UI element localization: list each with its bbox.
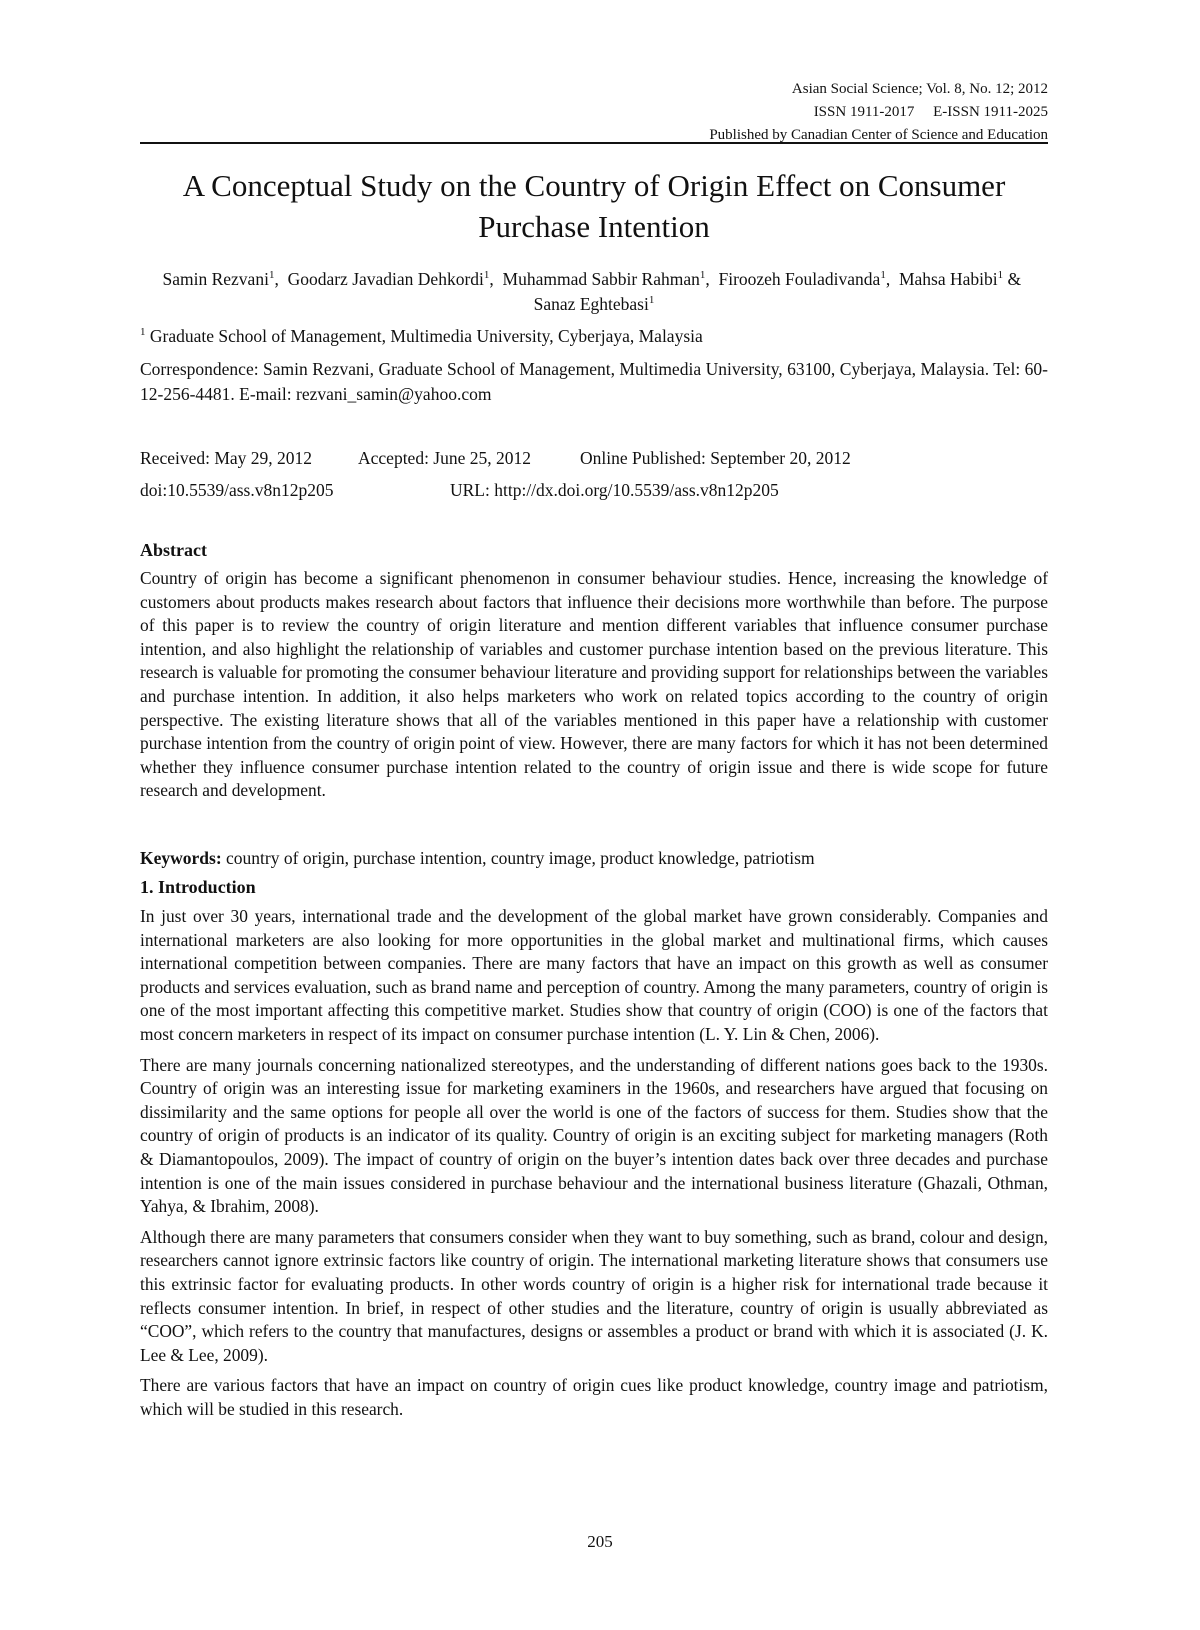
abstract-heading: Abstract: [140, 540, 207, 560]
doi-line: [140, 478, 1048, 503]
abstract-text: Country of origin has become a significant phenomenon in consumer behaviour studies. Hence, increasing the knowledge of customers about products makes research about factors that influence their decisions more worthwhile than before. The purpose of this paper is to review the country of origin literature and mention different variables that influence consumer purchase intention, and also highlight the relationship of variables and customer purchase intention based on the previous literature. This research is valuable for promoting the consumer behaviour literature and providing support for relationships between the variables and purchase intention. In addition, it also helps marketers who work on related topics according to the country of origin perspective. The existing literature shows that all of the variables mentioned in this paper have a relationship with customer purchase intention from the country of origin point of view. However, there are many factors for which it has not been determined whether they influence consumer purchase intention related to the country of origin issue and there is wide scope for future research and development.: [140, 568, 1048, 801]
journal-line: Asian Social Science; Vol. 8, No. 12; 2012: [791, 81, 1048, 97]
author-name: Sanaz Eghtebasi: [533, 294, 649, 314]
introduction-paragraph: There are various factors that have an impact on country of origin cues like product knowledge, country image and patriotism, which will be studied in this research.: [140, 1375, 1048, 1419]
header-rule: [140, 142, 1048, 144]
author-affiliation-marker: 1: [268, 269, 275, 281]
publication-dates: [140, 446, 1048, 471]
introduction-heading: 1. Introduction: [140, 877, 256, 897]
author-affiliation-marker: 1: [997, 269, 1004, 281]
author-separator: ,: [705, 269, 715, 289]
author-name: Samin Rezvani: [162, 269, 269, 289]
affiliation-marker: 1: [140, 326, 146, 338]
introduction-body: [140, 905, 1048, 1428]
author-name: Muhammad Sabbir Rahman: [502, 269, 700, 289]
author-affiliation-marker: 1: [483, 269, 490, 281]
paper-title: A Conceptual Study on the Country of Origin Effect on Consumer Purchase Intention: [182, 168, 1006, 244]
issn-line: ISSN 1911-2017 E-ISSN 1911-2025: [813, 104, 1048, 120]
author-name: Firoozeh Fouladivanda: [718, 269, 881, 289]
author-separator: &: [1003, 269, 1026, 289]
author-name: Goodarz Javadian Dehkordi: [287, 269, 484, 289]
journal-masthead: [140, 78, 1048, 147]
doi-url-link[interactable]: URL: http://dx.doi.org/10.5539/ass.v8n12p205: [450, 480, 779, 500]
author-name: Mahsa Habibi: [898, 269, 998, 289]
correspondence: Correspondence: Samin Rezvani, Graduate School of Management, Multimedia University, 63100, Cyberjaya, Malaysia. Tel: 60-12-256-4481. E-mail: rezvani_samin@yahoo.com: [140, 359, 1048, 404]
author-affiliation-marker: 1: [648, 294, 655, 306]
introduction-paragraph: There are many journals concerning nationalized stereotypes, and the understanding of different nations goes back to the 1930s. Country of origin was an interesting issue for marketing examiners in the 1960s, and researchers have argued that focusing on dissimilarity and the same options for people all over the world is one of the factors of success for them. Studies show that the country of origin of products is an indicator of its quality. Country of origin is an exciting subject for marketing managers (Roth & Diamantopoulos, 2009). The impact of country of origin on the buyer’s intention dates back over three decades and purchase intention is one of the main issues considered in purchase behaviour and the international business literature (Ghazali, Othman, Yahya, & Ibrahim, 2008).: [140, 1054, 1048, 1217]
author-list: [140, 267, 1048, 317]
affiliation: [140, 324, 1048, 349]
received-date: Received: May 29, 2012: [140, 448, 313, 468]
published-date: Online Published: September 20, 2012: [580, 448, 851, 468]
page-number: 205: [587, 1532, 613, 1551]
author-separator: ,: [885, 269, 895, 289]
author-separator: ,: [489, 269, 499, 289]
publisher-line: Published by Canadian Center of Science and Education: [709, 127, 1048, 143]
author-affiliation-marker: 1: [699, 269, 706, 281]
doi: doi:10.5539/ass.v8n12p205: [140, 480, 334, 500]
accepted-date: Accepted: June 25, 2012: [358, 448, 532, 468]
keywords: [140, 846, 1048, 870]
introduction-paragraph: Although there are many parameters that consumers consider when they want to buy something, such as brand, colour and design, researchers cannot ignore extrinsic factors like country of origin. The international marketing literature shows that consumers use this extrinsic factor for evaluating products. In other words country of origin is a higher risk for international trade because it reflects consumer intention. In brief, in respect of other studies and the literature, country of origin is usually abbreviated as “COO”, which refers to the country that manufactures, designs or assembles a product or brand with which it is associated (J. K. Lee & Lee, 2009).: [140, 1226, 1048, 1365]
introduction-paragraph: In just over 30 years, international trade and the development of the global market have grown considerably. Companies and international marketers are also looking for more opportunities in the global market and multinational firms, which causes international competition between companies. There are many factors that have an impact on this growth as well as consumer products and services evaluation, such as brand name and perception of country. Among the many parameters, country of origin is one of the most important affecting this competitive market. Studies show that country of origin (COO) is one of the factors that most concern marketers in respect of its impact on consumer purchase intention (L. Y. Lin & Chen, 2006).: [140, 906, 1048, 1044]
keywords-text: country of origin, purchase intention, country image, product knowledge, patriotism: [221, 848, 815, 868]
keywords-label: Keywords:: [140, 848, 222, 868]
author-separator: ,: [274, 269, 284, 289]
affiliation-text: Graduate School of Management, Multimedia University, Cyberjaya, Malaysia: [145, 326, 703, 346]
author-affiliation-marker: 1: [880, 269, 886, 281]
